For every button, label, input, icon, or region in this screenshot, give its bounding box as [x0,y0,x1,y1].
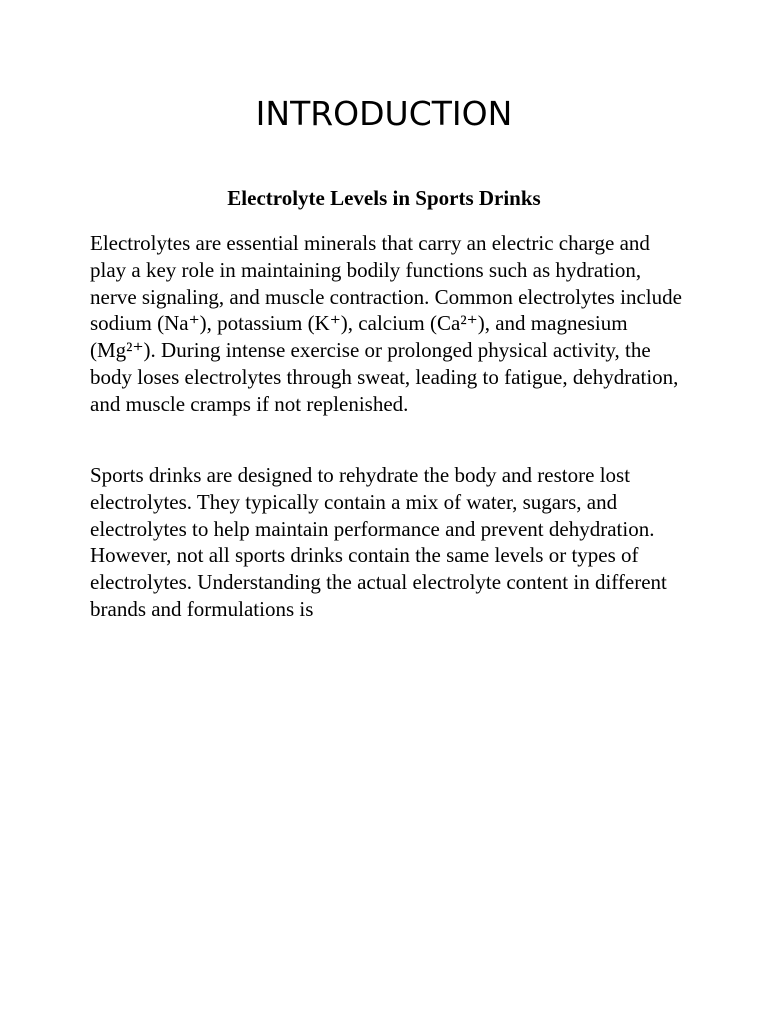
section-heading: Electrolyte Levels in Sports Drinks [227,186,541,210]
paragraph-2: Sports drinks are designed to rehydrate the body and restore lost electrolytes. They typically contain a mix of water, sugars, and electrolytes to help maintain performance and prevent dehydration. However, not all sports drinks contain the same levels or types of electrolytes. Understanding the actual electrolyte content in different brands and formulations is [90,463,667,621]
page-title: INTRODUCTION [255,94,513,133]
paragraph-1: Electrolytes are essential minerals that carry an electric charge and play a key role in maintaining bodily functions such as hydration, nerve signaling, and muscle contraction. Common electrolytes include sodium (Na⁺), potassium (K⁺), calcium (Ca²⁺), and magnesium (Mg²⁺). During intense exercise or prolonged physical activity, the body loses electrolytes through sweat, leading to fatigue, dehydration, and muscle cramps if not replenished. [90,231,682,416]
